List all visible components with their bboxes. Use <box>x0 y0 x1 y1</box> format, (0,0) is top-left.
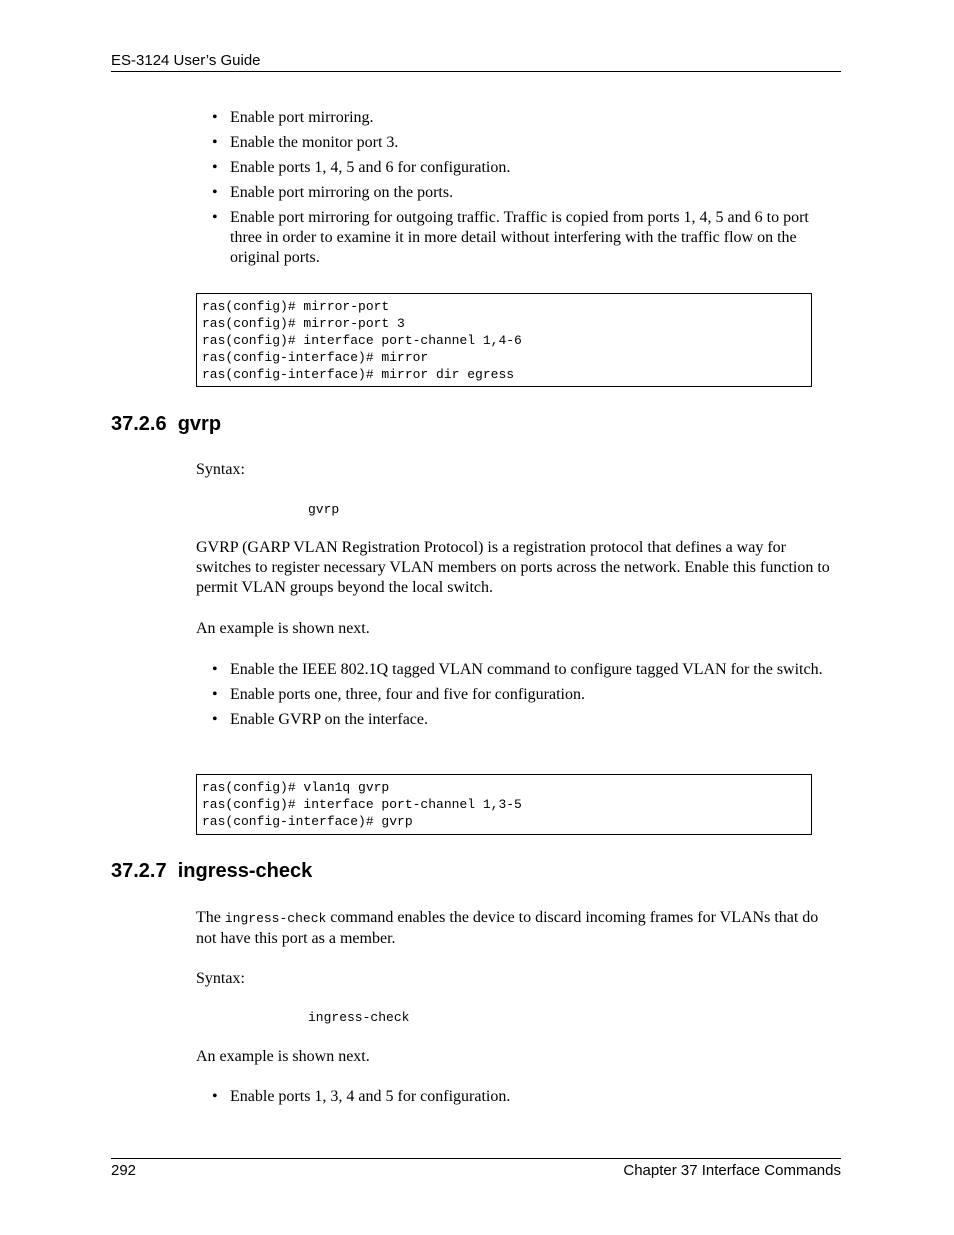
code-line: ras(config-interface)# gvrp <box>202 814 413 829</box>
syntax-command: gvrp <box>308 502 340 517</box>
code-line: ras(config-interface)# mirror <box>202 350 429 365</box>
code-line: ras(config)# interface port-channel 1,4-6 <box>202 333 522 348</box>
list-item: • Enable ports one, three, four and five for configuration. <box>212 686 585 703</box>
section-heading-ingress-check: 37.2.7 ingress-check <box>111 860 313 882</box>
list-item: • Enable the IEEE 802.1Q tagged VLAN command to configure tagged VLAN for the switch. <box>212 661 823 678</box>
footer-rule <box>111 1158 841 1159</box>
page-number: 292 <box>111 1162 137 1179</box>
list-item: • Enable the monitor port 3. <box>212 134 399 151</box>
code-line: ras(config)# mirror-port 3 <box>202 316 405 331</box>
ingress-bullet-list <box>212 1087 842 1112</box>
chapter-title: Chapter 37 Interface Commands <box>623 1162 841 1179</box>
example-intro: An example is shown next. <box>196 1048 370 1065</box>
syntax-label: Syntax: <box>196 970 245 987</box>
code-line: ras(config)# vlan1q gvrp <box>202 780 390 795</box>
section-heading-gvrp: 37.2.6 gvrp <box>111 413 222 435</box>
gvrp-description: GVRP (GARP VLAN Registration Protocol) is a registration protocol that defines a way for switches to register necessary VLAN members on ports across the network. Enable this function to permit VLAN groups beyond the local switch. <box>196 539 830 596</box>
gvrp-bullet-list <box>212 660 842 735</box>
ingress-description: The ingress-check command enables the device to discard incoming frames for VLANs that do not have this port as a member. <box>196 909 819 947</box>
inline-command: ingress-check <box>224 911 327 926</box>
example-intro: An example is shown next. <box>196 620 370 637</box>
mirror-bullet-list <box>212 108 842 273</box>
mirror-code-example <box>196 293 812 387</box>
list-item: • Enable port mirroring on the ports. <box>212 184 454 201</box>
code-line: ras(config)# mirror-port <box>202 299 390 314</box>
gvrp-code-example <box>196 774 812 835</box>
header-rule <box>111 71 841 72</box>
code-line: ras(config-interface)# mirror dir egress <box>202 367 515 382</box>
syntax-command: ingress-check <box>308 1010 410 1025</box>
list-item: • Enable port mirroring for outgoing traffic. Traffic is copied from ports 1, 4, 5 and 6 to port three in order to examine it in more detail without interfering with the traffic flow on the original ports. <box>212 209 809 266</box>
code-line: ras(config)# interface port-channel 1,3-5 <box>202 797 522 812</box>
list-item: • Enable GVRP on the interface. <box>212 711 429 728</box>
running-header: ES-3124 User’s Guide <box>111 52 261 69</box>
list-item: • Enable ports 1, 4, 5 and 6 for configuration. <box>212 159 511 176</box>
list-item: • Enable ports 1, 3, 4 and 5 for configuration. <box>212 1088 511 1105</box>
syntax-label: Syntax: <box>196 461 245 478</box>
list-item: • Enable port mirroring. <box>212 109 374 126</box>
